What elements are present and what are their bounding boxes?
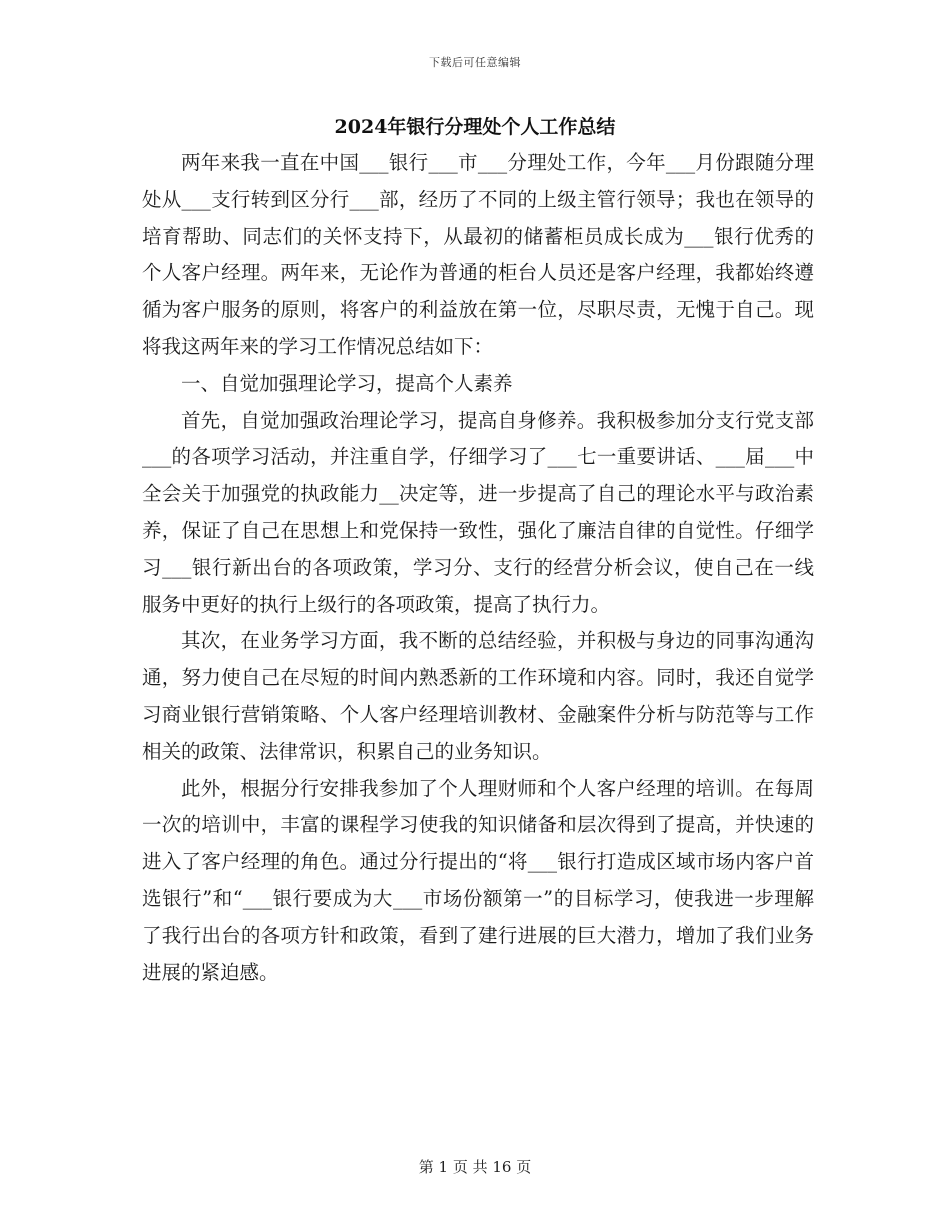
page-number: 第 1 页 共 16 页 <box>418 1158 532 1176</box>
paragraph-intro: 两年来我一直在中国___银行___市___分理处工作，今年___月份跟随分理处从___支行转到区分行___部，经历了不同的上级主管行领导；我也在领导的培育帮助、同志们的关怀支持下，从最初的储蓄柜员成长成为___银行优秀的个人客户经理。两年来，无论作为普通的柜台人员还是客户经理，我都始终遵循为客户服务的原则，将客户的利益放在第一位，尽职尽责，无愧于自己。现将我这两年来的学习工作情况总结如下： <box>142 151 814 358</box>
document-body <box>142 145 814 991</box>
paragraph-first: 首先，自觉加强政治理论学习，提高自身修养。我积极参加分支行党支部___的各项学习活动，并注重自学，仔细学习了___七一重要讲话、___届___中全会关于加强党的执政能力__决定等，进一步提高了自己的理论水平与政治素养，保证了自己在思想上和党保持一致性，强化了廉洁自律的自觉性。仔细学习___银行新出台的各项政策，学习分、支行的经营分析会议，使自己在一线服务中更好的执行上级行的各项政策，提高了执行力。 <box>142 408 814 616</box>
header-note: 下载后可任意编辑 <box>429 56 521 69</box>
section-heading: 一、自觉加强理论学习，提高个人素养 <box>181 371 513 395</box>
paragraph-second: 其次，在业务学习方面，我不断的总结经验，并积极与身边的同事沟通沟通，努力使自己在尽短的时间内熟悉新的工作环境和内容。同时，我还自觉学习商业银行营销策略、个人客户经理培训教材、金融案件分析与防范等与工作相关的政策、法律常识，积累自己的业务知识。 <box>142 629 814 763</box>
page-title: 2024年银行分理处个人工作总结 <box>334 116 616 138</box>
paragraph-third: 此外，根据分行安排我参加了个人理财师和个人客户经理的培训。在每周一次的培训中，丰富的课程学习使我的知识储备和层次得到了提高，并快速的进入了客户经理的角色。通过分行提出的“将___银行打造成区域市场内客户首选银行”和“___银行要成为大___市场份额第一”的目标学习，使我进一步理解了我行出台的各项方针和政策，看到了建行进展的巨大潜力，增加了我们业务进展的紧迫感。 <box>142 776 814 984</box>
